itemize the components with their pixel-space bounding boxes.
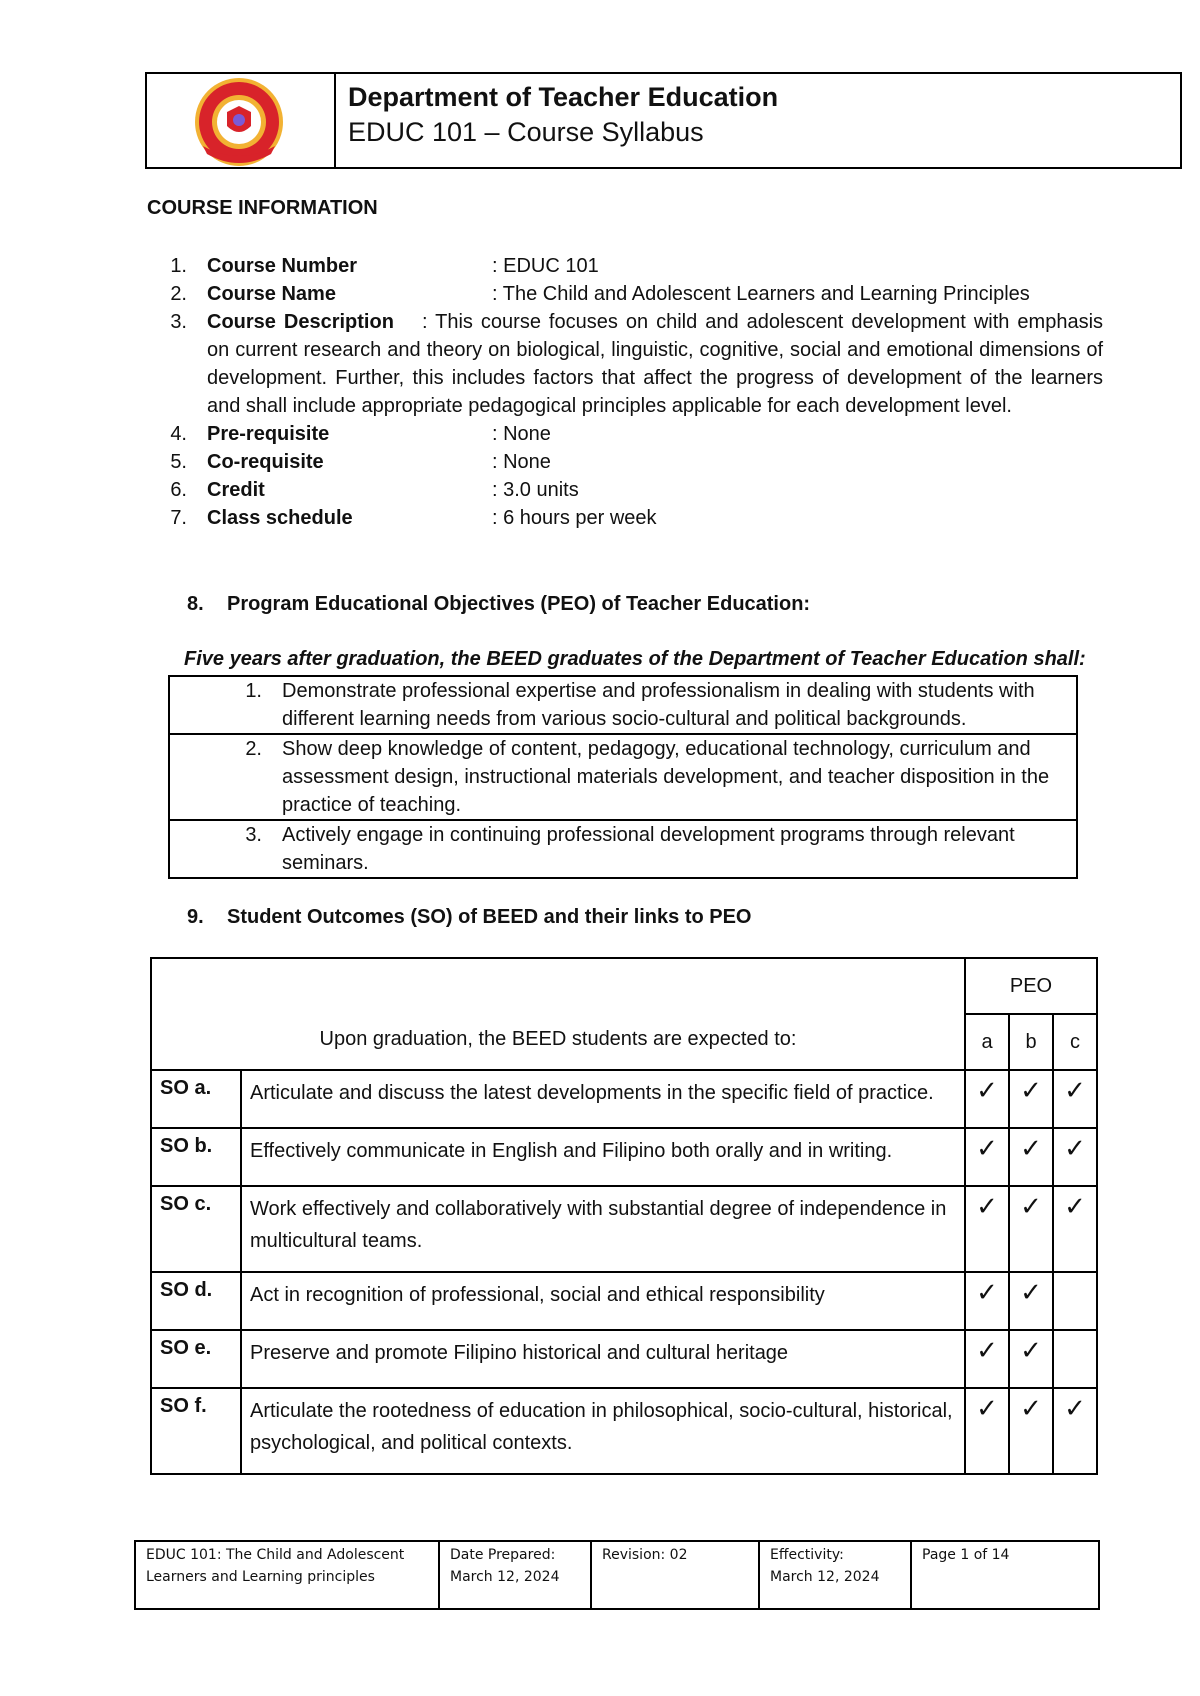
so-description: Effectively communicate in English and Filipino both orally and in writing.: [241, 1128, 965, 1186]
prerequisite-label: Pre-requisite: [207, 423, 330, 445]
section-number: 9.: [187, 906, 204, 928]
footer-date-prepared: [439, 1541, 591, 1609]
course-description-block: [207, 308, 1103, 420]
footer-page: Page 1 of 14: [911, 1541, 1099, 1609]
effectivity-value: March 12, 2024: [770, 1569, 880, 1585]
peo-row: [169, 820, 1077, 878]
effectivity-label: Effectivity:: [770, 1547, 844, 1563]
college-logo-icon: [183, 76, 295, 168]
footer-table: [134, 1540, 1100, 1610]
so-code: SO b.: [151, 1128, 241, 1186]
checkmark-icon: ✓: [976, 1393, 998, 1423]
so-row: [151, 1128, 1097, 1186]
item-number: 7.: [170, 507, 187, 529]
peo-check-c: [1053, 1272, 1097, 1330]
peo-check-a: [965, 1186, 1009, 1272]
course-name-label: Course Name: [207, 283, 336, 305]
so-code: SO e.: [151, 1330, 241, 1388]
peo-check-a: [965, 1070, 1009, 1128]
syllabus-subtitle: EDUC 101 – Course Syllabus: [348, 117, 704, 147]
so-heading: [187, 906, 752, 929]
peo-column-header: PEO: [965, 958, 1097, 1014]
peo-check-c: [1053, 1186, 1097, 1272]
credit-row: [147, 476, 1103, 504]
so-description: Articulate the rootedness of education in philosophical, socio-cultural, historical, psychological, and political contexts.: [241, 1388, 965, 1474]
peo-check-b: [1009, 1388, 1053, 1474]
corequisite-row: [147, 448, 1103, 476]
peo-check-a: [965, 1388, 1009, 1474]
item-number: 3.: [170, 311, 187, 333]
so-row: [151, 1388, 1097, 1474]
peo-table: [168, 675, 1078, 879]
footer-revision: Revision: 02: [591, 1541, 759, 1609]
so-header-row: [151, 958, 1097, 1014]
footer-effectivity: [759, 1541, 911, 1609]
checkmark-icon: ✓: [1064, 1191, 1086, 1221]
credit-value: : 3.0 units: [492, 479, 579, 501]
corequisite-label: Co-requisite: [207, 451, 324, 473]
peo-row: [169, 734, 1077, 820]
course-number-row: [147, 252, 1103, 280]
footer-course: EDUC 101: The Child and Adolescent Learners and Learning principles: [135, 1541, 439, 1609]
peo-number: 3.: [245, 824, 262, 846]
checkmark-icon: ✓: [1020, 1133, 1042, 1163]
course-description-label: Course Description: [207, 311, 394, 333]
header-title-block: [336, 74, 778, 167]
peo-text: Demonstrate professional expertise and professionalism in dealing with students with different learning needs from various socio-cultural and political backgrounds.: [282, 680, 1035, 730]
course-info-list: [147, 252, 1103, 532]
peo-col-b: b: [1009, 1014, 1053, 1070]
checkmark-icon: ✓: [1064, 1133, 1086, 1163]
logo-cell: [147, 74, 336, 167]
so-row: [151, 1186, 1097, 1272]
so-code: SO d.: [151, 1272, 241, 1330]
item-number: 1.: [170, 255, 187, 277]
peo-check-a: [965, 1128, 1009, 1186]
peo-col-a: a: [965, 1014, 1009, 1070]
peo-check-b: [1009, 1272, 1053, 1330]
checkmark-icon: ✓: [1020, 1277, 1042, 1307]
so-code: SO c.: [151, 1186, 241, 1272]
department-title: Department of Teacher Education: [348, 82, 779, 112]
so-table: [150, 957, 1098, 1475]
checkmark-icon: ✓: [976, 1133, 998, 1163]
peo-cell: [169, 676, 1077, 734]
peo-check-c: [1053, 1128, 1097, 1186]
peo-row: [169, 676, 1077, 734]
class-schedule-label: Class schedule: [207, 507, 353, 529]
so-description: Work effectively and collaboratively with substantial degree of independence in multicultural teams.: [241, 1186, 965, 1272]
corequisite-value: : None: [492, 451, 551, 473]
checkmark-icon: ✓: [1064, 1393, 1086, 1423]
item-number: 2.: [170, 283, 187, 305]
so-row: [151, 1272, 1097, 1330]
so-code: SO a.: [151, 1070, 241, 1128]
course-name-value: : The Child and Adolescent Learners and Learning Principles: [492, 283, 1030, 305]
footer-row: [135, 1541, 1099, 1609]
course-number-label: Course Number: [207, 255, 358, 277]
course-description-row: [147, 308, 1103, 420]
item-number: 6.: [170, 479, 187, 501]
so-heading-text: Student Outcomes (SO) of BEED and their links to PEO: [227, 906, 752, 928]
peo-col-c: c: [1053, 1014, 1097, 1070]
document-header: [145, 72, 1182, 169]
so-table-intro: Upon graduation, the BEED students are expected to:: [151, 958, 965, 1070]
item-number: 4.: [170, 423, 187, 445]
peo-check-b: [1009, 1330, 1053, 1388]
peo-check-b: [1009, 1070, 1053, 1128]
peo-heading-text: Program Educational Objectives (PEO) of Teacher Education:: [227, 593, 811, 615]
peo-check-a: [965, 1272, 1009, 1330]
date-prepared-value: March 12, 2024: [450, 1569, 560, 1585]
course-information-title: COURSE INFORMATION: [147, 197, 378, 219]
peo-cell: [169, 820, 1077, 878]
course-number-value: : EDUC 101: [492, 255, 599, 277]
peo-check-b: [1009, 1186, 1053, 1272]
peo-heading: [187, 593, 810, 616]
credit-label: Credit: [207, 479, 265, 501]
so-row: [151, 1070, 1097, 1128]
item-number: 5.: [170, 451, 187, 473]
peo-check-c: [1053, 1070, 1097, 1128]
class-schedule-row: [147, 504, 1103, 532]
checkmark-icon: ✓: [1020, 1191, 1042, 1221]
checkmark-icon: ✓: [976, 1335, 998, 1365]
peo-check-c: [1053, 1330, 1097, 1388]
checkmark-icon: ✓: [976, 1277, 998, 1307]
prerequisite-row: [147, 420, 1103, 448]
checkmark-icon: ✓: [976, 1191, 998, 1221]
checkmark-icon: ✓: [1020, 1393, 1042, 1423]
so-description: Act in recognition of professional, social and ethical responsibility: [241, 1272, 965, 1330]
so-description: Articulate and discuss the latest developments in the specific field of practice.: [241, 1070, 965, 1128]
peo-number: 2.: [245, 738, 262, 760]
class-schedule-value: : 6 hours per week: [492, 507, 657, 529]
course-name-row: [147, 280, 1103, 308]
peo-text: Actively engage in continuing professional development programs through relevant seminars.: [282, 824, 1015, 874]
section-number: 8.: [187, 593, 204, 615]
so-description: Preserve and promote Filipino historical and cultural heritage: [241, 1330, 965, 1388]
so-row: [151, 1330, 1097, 1388]
peo-intro: Five years after graduation, the BEED graduates of the Department of Teacher Education shall:: [184, 648, 1086, 670]
date-prepared-label: Date Prepared:: [450, 1547, 556, 1563]
checkmark-icon: ✓: [976, 1075, 998, 1105]
peo-text: Show deep knowledge of content, pedagogy, educational technology, curriculum and assessment design, instructional materials development, and teacher disposition in the practice of teaching.: [282, 738, 1050, 816]
peo-cell: [169, 734, 1077, 820]
checkmark-icon: ✓: [1020, 1075, 1042, 1105]
checkmark-icon: ✓: [1064, 1075, 1086, 1105]
course-description-value: : This course focuses on child and adolescent development with emphasis on current research and theory on biological, linguistic, cognitive, social and emotional dimensions of development. Further, this includes factors that affect the progress of development of the learners and shall include appropriate pedagogical principles applicable for each development level.: [207, 311, 1104, 417]
peo-number: 1.: [245, 680, 262, 702]
peo-check-a: [965, 1330, 1009, 1388]
prerequisite-value: : None: [492, 423, 551, 445]
peo-check-b: [1009, 1128, 1053, 1186]
so-table-body: [151, 1070, 1097, 1474]
checkmark-icon: ✓: [1020, 1335, 1042, 1365]
peo-check-c: [1053, 1388, 1097, 1474]
so-code: SO f.: [151, 1388, 241, 1474]
